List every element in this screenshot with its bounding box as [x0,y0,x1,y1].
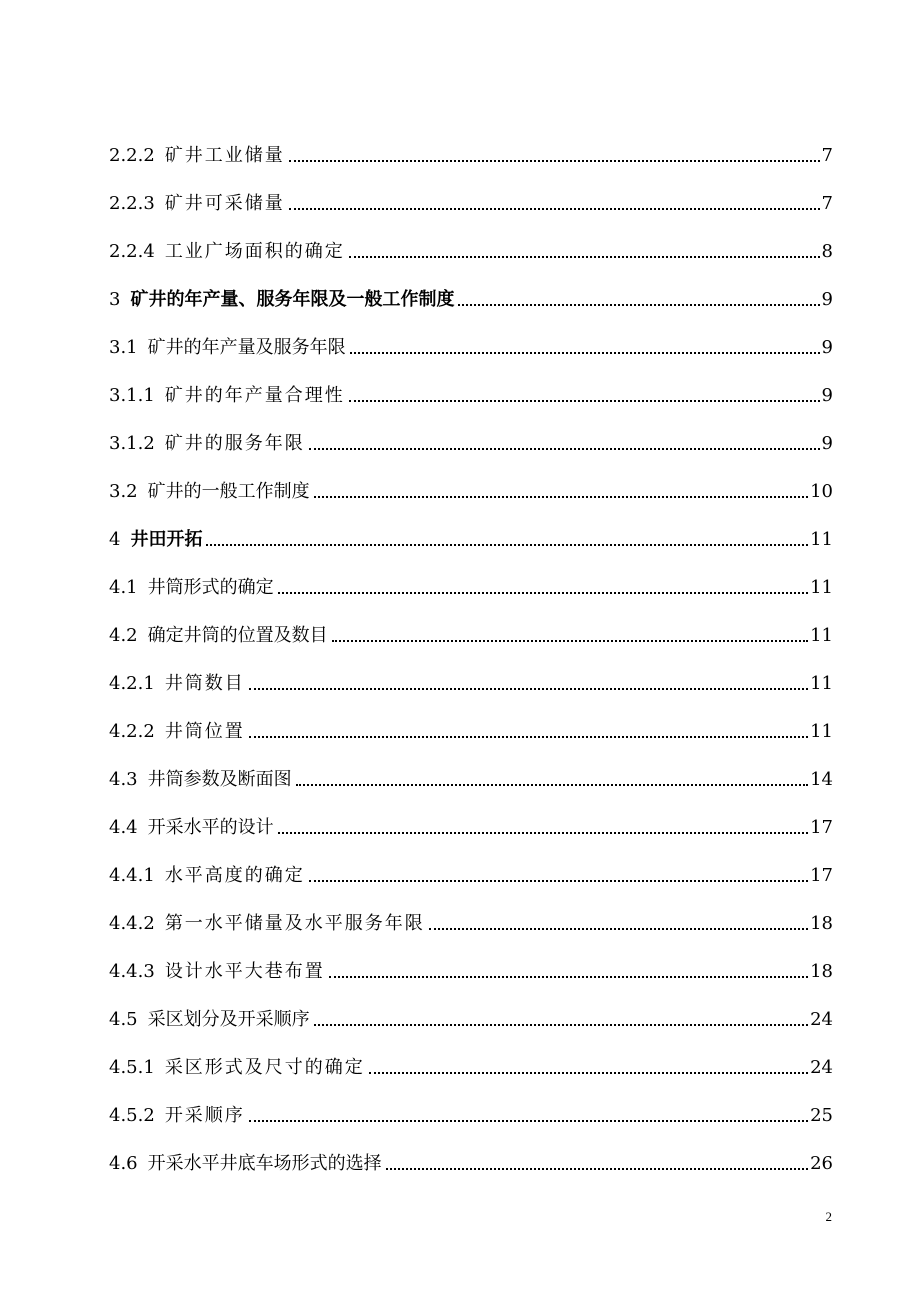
toc-entry-number: 4.1 [109,577,138,598]
toc-entry-number: 4.5.1 [109,1057,155,1078]
toc-entry-number: 2.2.3 [109,193,155,214]
toc-dot-leader [350,346,820,354]
toc-dot-leader [429,922,808,930]
toc-entry-number: 2.2.2 [109,145,155,166]
toc-entry[interactable] [109,359,833,407]
toc-entry[interactable] [109,311,833,359]
toc-entry-title: 确定井筒的位置及数目 [147,625,328,646]
toc-entry-title: 设计水平大巷布置 [164,961,325,982]
toc-dot-leader [249,730,808,738]
toc-entry[interactable] [109,455,833,503]
toc-entry-page: 10 [810,481,833,502]
toc-entry[interactable] [109,551,833,599]
toc-entry-title: 井筒参数及断面图 [147,769,292,790]
toc-dot-leader [278,826,808,834]
toc-entry[interactable] [109,935,833,983]
toc-entry-number: 2.2.4 [109,241,155,262]
toc-entry[interactable] [109,647,833,695]
toc-entry-title: 采区划分及开采顺序 [147,1009,310,1030]
toc-entry-title: 矿井的年产量及服务年限 [147,337,346,358]
toc-dot-leader [309,874,808,882]
toc-dot-leader [289,202,820,210]
toc-dot-leader [458,298,819,306]
toc-entry-number: 4.4.2 [109,913,155,934]
toc-dot-leader [329,970,808,978]
toc-entry-number: 3.1.2 [109,433,155,454]
toc-entry-number: 4.3 [109,769,138,790]
toc-entry-title: 井筒位置 [164,721,245,742]
toc-entry[interactable] [109,1031,833,1079]
toc-entry-title: 矿井可采储量 [164,193,285,214]
toc-entry-page: 18 [810,913,833,934]
toc-entry-page: 9 [821,337,833,358]
toc-entry-number: 4.5.2 [109,1105,155,1126]
toc-entry[interactable] [109,167,833,215]
toc-entry-page: 11 [810,625,833,646]
toc-dot-leader [386,1162,808,1170]
toc-entry-title: 井田开拓 [130,529,203,550]
toc-entry-title: 矿井的年产量、服务年限及一般工作制度 [130,289,455,310]
toc-entry[interactable] [109,983,833,1031]
toc-entry-number: 4.4 [109,817,138,838]
toc-entry-number: 3.1 [109,337,138,358]
toc-entry[interactable] [109,215,833,263]
toc-entry-title: 矿井工业储量 [164,145,285,166]
toc-entry-number: 4.6 [109,1153,138,1174]
toc-entry-page: 11 [810,721,833,742]
toc-entry-number: 3.1.1 [109,385,155,406]
toc-dot-leader [314,490,808,498]
toc-entry-page: 8 [821,241,833,262]
toc-entry-title: 开采水平的设计 [147,817,274,838]
toc-entry-page: 9 [821,289,833,310]
toc-entry[interactable] [109,407,833,455]
toc-entry-title: 水平高度的确定 [164,865,305,886]
toc-entry-page: 17 [810,865,833,886]
toc-dot-leader [296,778,808,786]
toc-dot-leader [369,1066,808,1074]
toc-entry-page: 18 [810,961,833,982]
toc-entry-number: 4 [109,529,121,550]
toc-entry-page: 11 [810,577,833,598]
toc-entry[interactable] [109,887,833,935]
toc-entry-page: 11 [810,673,833,694]
toc-entry-page: 17 [810,817,833,838]
toc-entry-title: 矿井的一般工作制度 [147,481,310,502]
toc-entry-title: 开采顺序 [164,1105,245,1126]
toc-entry-title: 井筒形式的确定 [147,577,274,598]
toc-entry-number: 4.2.1 [109,673,155,694]
toc-entry[interactable] [109,839,833,887]
toc-entry[interactable] [109,791,833,839]
toc-entry-page: 24 [810,1009,833,1030]
toc-entry-title: 开采水平井底车场形式的选择 [147,1153,382,1174]
toc-entry[interactable] [109,263,833,311]
toc-entry-number: 4.5 [109,1009,138,1030]
toc-entry[interactable] [109,119,833,167]
toc-dot-leader [314,1018,808,1026]
toc-dot-leader [249,1114,808,1122]
toc-entry[interactable] [109,599,833,647]
toc-dot-leader [278,586,808,594]
toc-entry-title: 工业广场面积的确定 [164,241,345,262]
toc-entry-title: 采区形式及尺寸的确定 [164,1057,365,1078]
toc-entry-title: 矿井的服务年限 [164,433,305,454]
toc-entry[interactable] [109,503,833,551]
toc-entry[interactable] [109,1127,833,1175]
toc-entry-page: 14 [810,769,833,790]
toc-entry-number: 3 [109,289,121,310]
table-of-contents [109,119,833,1175]
toc-entry-number: 4.2 [109,625,138,646]
toc-entry-number: 3.2 [109,481,138,502]
toc-dot-leader [349,394,820,402]
toc-dot-leader [309,442,820,450]
toc-entry-title: 矿井的年产量合理性 [164,385,345,406]
toc-entry[interactable] [109,695,833,743]
toc-entry-number: 4.4.1 [109,865,155,886]
toc-entry-title: 第一水平储量及水平服务年限 [164,913,425,934]
toc-dot-leader [249,682,808,690]
toc-entry-page: 24 [810,1057,833,1078]
toc-entry-page: 26 [810,1153,833,1174]
toc-entry-page: 9 [821,433,833,454]
toc-entry-title: 井筒数目 [164,673,245,694]
toc-entry-page: 9 [821,385,833,406]
page-number: 2 [825,1209,832,1224]
toc-entry[interactable] [109,1079,833,1127]
toc-entry-number: 4.2.2 [109,721,155,742]
toc-dot-leader [349,250,820,258]
toc-dot-leader [206,538,808,546]
toc-entry-page: 7 [821,193,833,214]
toc-entry-number: 4.4.3 [109,961,155,982]
toc-dot-leader [332,634,808,642]
toc-dot-leader [289,154,820,162]
toc-entry-page: 25 [810,1105,833,1126]
toc-entry[interactable] [109,743,833,791]
toc-entry-page: 7 [821,145,833,166]
toc-entry-page: 11 [810,529,833,550]
